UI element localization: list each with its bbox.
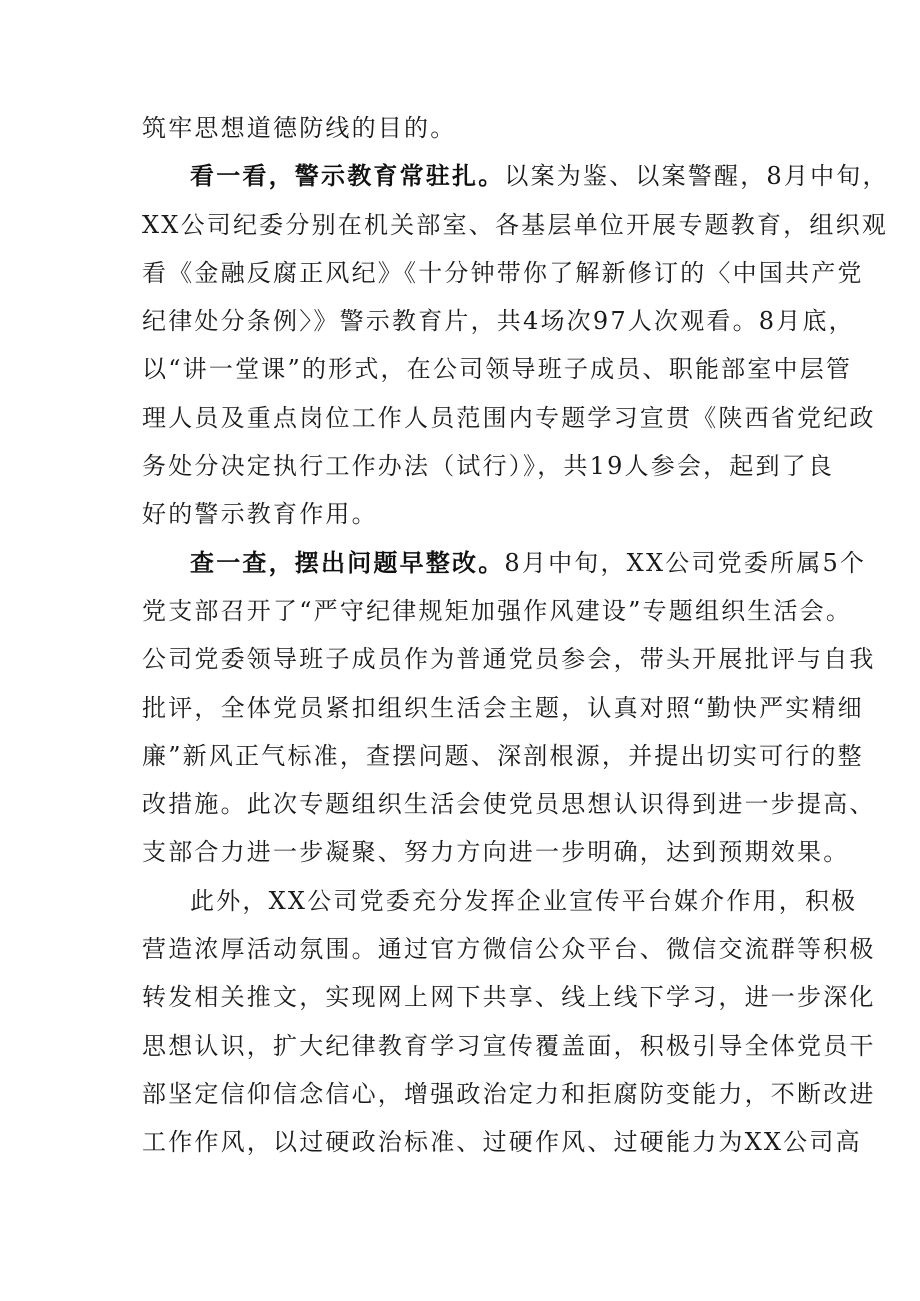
paragraph-1-line: 务处分决定执行工作办法（试行）》，共19人参会，起到了良 [142,452,835,481]
paragraph-tail-line: 筑牢思想道德防线的目的。 [142,114,457,142]
paragraph-2-line: 公司党委领导班子成员作为普通党员参会，带头开展批评与自我 [142,645,876,674]
paragraph-2-heading: 查一查，摆出问题早整改。 [190,547,505,577]
paragraph-3-first-line: 此外，XX公司党委充分发挥企业宣传平台媒介作用，积极 [190,886,858,915]
paragraph-2-line: 改措施。此次专题组织生活会使党员思想认识得到进一步提高、 [142,790,876,819]
document-body [142,104,889,1167]
paragraph-1-line: 以“讲一堂课”的形式，在公司领导班子成员、职能部室中层管 [142,355,853,384]
paragraph-2-line: 党支部召开了“严守纪律规矩加强作风建设”专题组织生活会。 [142,596,853,625]
paragraph-1-line: 纪律处分条例〉》警示教育片，共4场次97人次观看。8月底， [142,307,855,336]
paragraph-2-line: 廉”新风正气标准，查摆问题、深剖根源，并提出切实可行的整 [142,741,864,770]
paragraph-1-line: 理人员及重点岗位工作人员范围内专题学习宣贯《陕西省党纪政 [142,403,876,432]
paragraph-1-line: 看《金融反腐正风纪》《十分钟带你了解新修订的〈中国共产党 [142,258,864,287]
paragraph-1-first-line [142,152,889,200]
paragraph-2-line: 支部合力进一步凝聚、努力方向进一步明确，达到预期效果。 [142,838,850,867]
paragraph-1-line: 以案为鉴、以案警醒，8月中旬， [504,162,889,191]
paragraph-3-line: 部坚定信仰信念信心，增强政治定力和拒腐防变能力，不断改进 [142,1079,876,1108]
paragraph-3-line: 转发相关推文，实现网上网下共享、线上线下学习，进一步深化 [142,983,876,1012]
paragraph-1-heading: 看一看，警示教育常驻扎。 [190,161,505,191]
paragraph-1-line: 好的警示教育作用。 [142,500,378,529]
paragraph-2-line: 批评，全体党员紧扣组织生活会主题，认真对照“勤快严实精细 [142,693,864,722]
paragraph-1-line: XX公司纪委分别在机关部室、各基层单位开展专题教育，组织观 [142,210,888,239]
paragraph-3-line: 营造浓厚活动氛围。通过官方微信公众平台、微信交流群等积极 [142,935,876,964]
paragraph-2-first-line [142,539,867,587]
paragraph-3-line: 思想认识，扩大纪律教育学习宣传覆盖面，积极引导全体党员干 [142,1031,876,1060]
paragraph-2-line: 8月中旬，XX公司党委所属5个 [504,548,867,577]
paragraph-3-line: 工作作风，以过硬政治标准、过硬作风、过硬能力为XX公司高 [142,1128,862,1157]
